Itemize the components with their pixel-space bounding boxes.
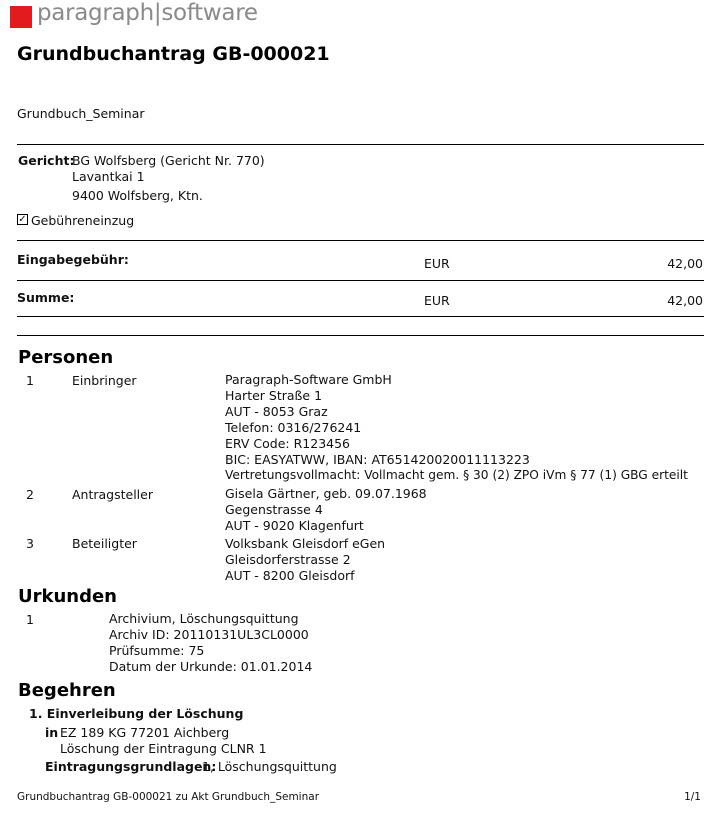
section-heading-begehren: Begehren (18, 680, 116, 701)
urkunde-line: Datum der Urkunde: 01.01.2014 (109, 659, 313, 674)
person-line: Gisela Gärtner, geb. 09.07.1968 (225, 486, 427, 501)
sum-amount: 42,00 (667, 293, 703, 308)
fee-label: Eingabegebühr: (17, 252, 129, 267)
logo-text: paragraph|software (37, 0, 258, 26)
person-line: Vertretungsvollmacht: Vollmacht gem. § 30 (2) ZPO iVm § 77 (1) GBG erteilt (225, 468, 688, 482)
person-role: Beteiligter (72, 536, 137, 551)
section-heading-personen: Personen (18, 347, 114, 368)
gericht-line: BG Wolfsberg (Gericht Nr. 770) (72, 153, 265, 168)
person-line: AUT - 8053 Graz (225, 404, 328, 419)
sum-label: Summe: (17, 290, 75, 305)
person-number: 1 (26, 373, 34, 388)
sum-currency: EUR (424, 293, 450, 308)
begehren-in-value: EZ 189 KG 77201 Aichberg (60, 725, 230, 740)
gericht-line: 9400 Wolfsberg, Ktn. (72, 188, 203, 203)
begehren-detail: Löschung der Eintragung CLNR 1 (60, 741, 267, 756)
footer-text: Grundbuchantrag GB-000021 zu Akt Grundbuch_Seminar (17, 791, 320, 803)
grundlagen-label: Eintragungsgrundlagen: (45, 759, 217, 774)
gericht-label: Gericht: (18, 153, 75, 168)
urkunde-number: 1 (26, 612, 34, 627)
urkunde-line: Prüfsumme: 75 (109, 643, 205, 658)
gebuehreneinzug-checkbox: ✓ (18, 214, 27, 225)
person-line: Harter Straße 1 (225, 388, 323, 403)
urkunde-line: Archivium, Löschungsquittung (109, 611, 299, 626)
divider (17, 240, 704, 241)
person-line: ERV Code: R123456 (225, 436, 351, 451)
divider (17, 335, 704, 336)
urkunde-line: Archiv ID: 20110131UL3CL0000 (109, 627, 309, 642)
person-line: Telefon: 0316/276241 (225, 420, 362, 435)
person-line: AUT - 9020 Klagenfurt (225, 518, 364, 533)
person-number: 3 (26, 536, 34, 551)
person-line: AUT - 8200 Gleisdorf (225, 568, 355, 583)
divider (17, 280, 704, 281)
section-heading-urkunden: Urkunden (18, 586, 117, 607)
gericht-line: Lavantkai 1 (72, 169, 145, 184)
person-line: Gegenstrasse 4 (225, 502, 323, 517)
fee-amount: 42,00 (667, 256, 703, 271)
divider (17, 316, 704, 317)
divider (17, 144, 704, 145)
akt-name: Grundbuch_Seminar (17, 106, 145, 121)
person-line: Volksbank Gleisdorf eGen (225, 536, 386, 551)
begehren-title: 1. Einverleibung der Löschung (29, 706, 244, 721)
person-line: Paragraph-Software GmbH (225, 372, 392, 387)
person-line: Gleisdorferstrasse 2 (225, 552, 351, 567)
logo-mark (10, 6, 32, 28)
fee-currency: EUR (424, 256, 450, 271)
person-role: Antragsteller (72, 487, 153, 502)
gebuehreneinzug-label: Gebühreneinzug (31, 213, 135, 228)
person-line: BIC: EASYATWW, IBAN: AT651420020011113223 (225, 452, 530, 467)
person-number: 2 (26, 487, 34, 502)
grundlagen-value: 1, Löschungsquittung (202, 759, 337, 774)
page-number: 1/1 (684, 791, 701, 803)
document-title: Grundbuchantrag GB-000021 (17, 43, 330, 65)
begehren-in-label: in (45, 725, 59, 740)
person-role: Einbringer (72, 373, 137, 388)
